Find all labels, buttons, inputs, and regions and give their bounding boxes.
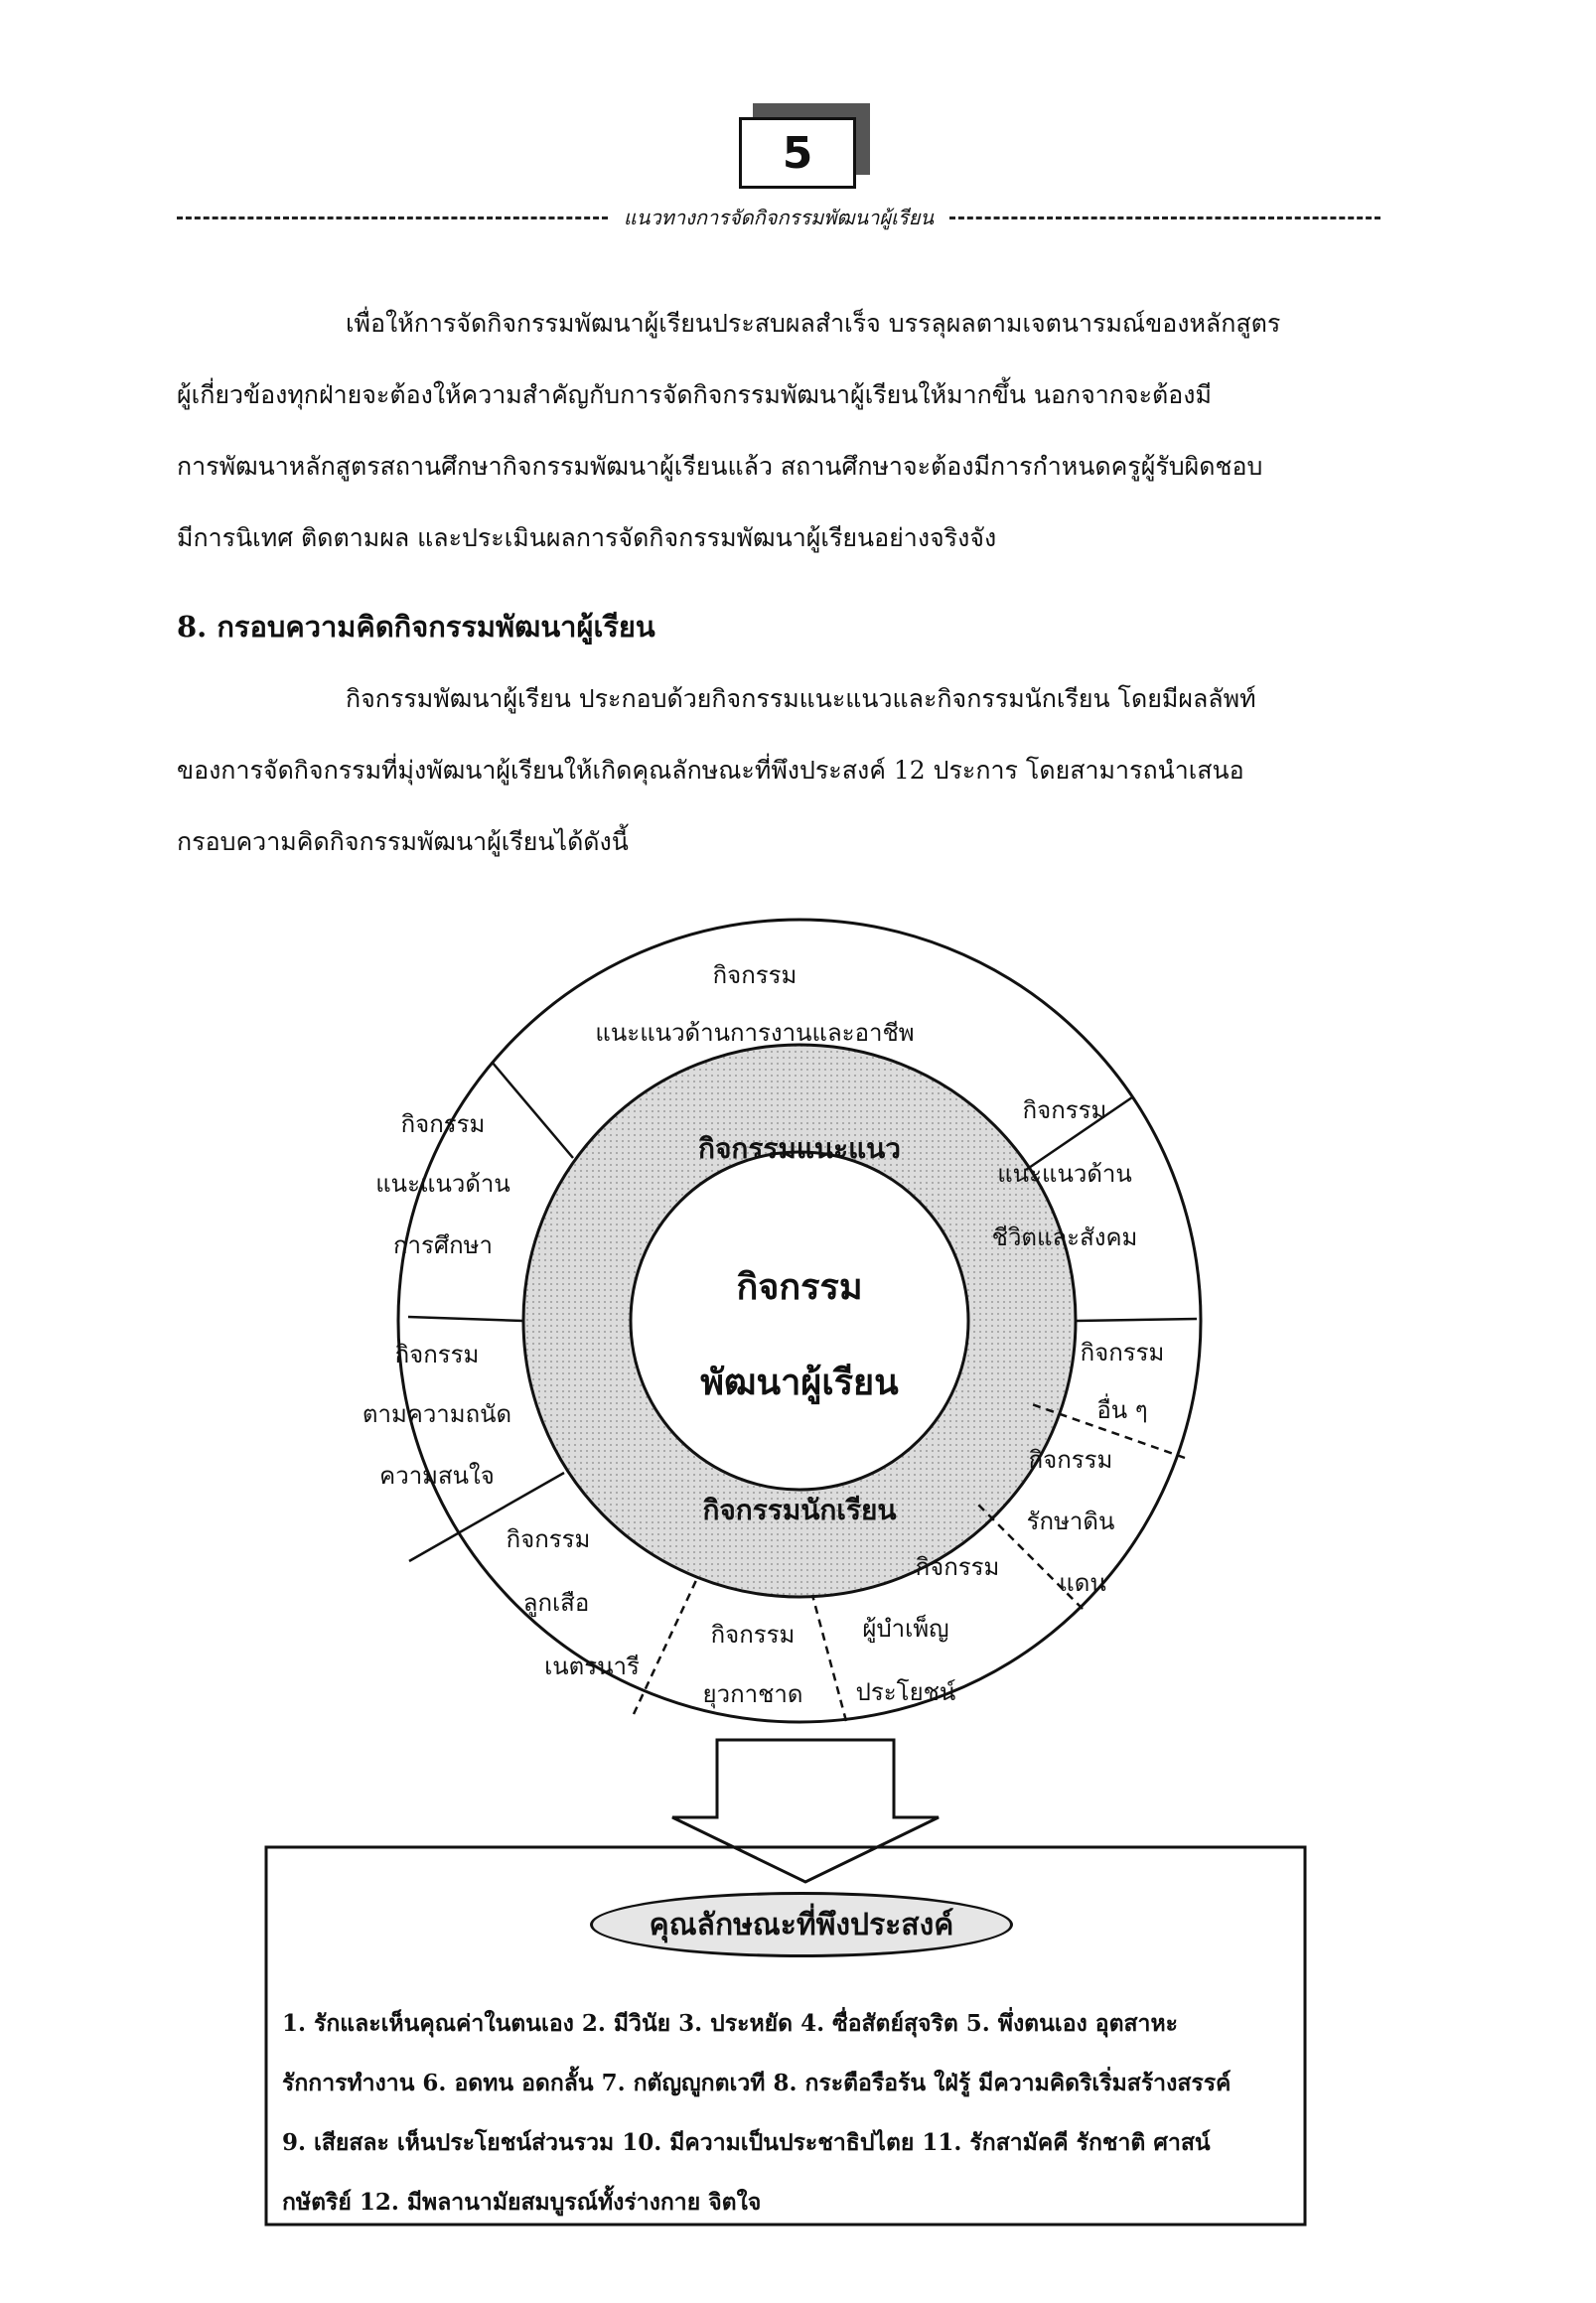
- seg-scouts-l1: กิจกรรม: [506, 1525, 591, 1553]
- seg-other-l1: กิจกรรม: [1080, 1339, 1165, 1367]
- seg-life-l2: แนะแนวด้าน: [997, 1160, 1132, 1188]
- seg-life-l3: ชีวิตและสังคม: [991, 1223, 1138, 1251]
- intro-line: ผู้เกี่ยวข้องทุกฝ่ายจะต้องให้ความสำคัญกับการจัดกิจกรรมพัฒนาผู้เรียนให้มากขึ้น นอกจากจะต้องมี: [177, 380, 1212, 409]
- seg-aptitude-l2: ตามความถนัด: [362, 1400, 512, 1428]
- seg-other-l2: อื่น ๆ: [1096, 1396, 1148, 1424]
- seg-aptitude-l3: ความสนใจ: [379, 1462, 495, 1490]
- page-number: 5: [739, 117, 856, 189]
- seg-scouts-l2: ลูกเสือ: [522, 1589, 590, 1617]
- section-line: กรอบความคิดกิจกรรมพัฒนาผู้เรียนได้ดังนี้: [177, 827, 629, 856]
- seg-aptitude-l1: กิจกรรม: [394, 1341, 480, 1368]
- characteristics-title: คุณลักษณะที่พึงประสงค์: [590, 1892, 1013, 1957]
- seg-life-l1: กิจกรรม: [1022, 1096, 1107, 1124]
- seg-territorial-l3: แดน: [1059, 1569, 1106, 1597]
- intro-line: การพัฒนาหลักสูตรสถานศึกษากิจกรรมพัฒนาผู้เรียนแล้ว สถานศึกษาจะต้องมีการกำหนดครูผู้รับผิดชอบ: [177, 452, 1263, 481]
- seg-education-l2: แนะแนวด้าน: [375, 1170, 510, 1198]
- seg-career-l2: แนะแนวด้านการงานและอาชีพ: [595, 1019, 915, 1047]
- section-line: กิจกรรมพัฒนาผู้เรียน ประกอบด้วยกิจกรรมแนะแนวและกิจกรรมนักเรียน โดยมีผลลัพท์: [346, 684, 1256, 713]
- characteristics-line: 9. เสียสละ เห็นประโยชน์ส่วนรวม 10. มีความเป็นประชาธิปไตย 11. รักสามัคคี รักชาติ ศาสน์: [282, 2129, 1211, 2156]
- down-arrow-icon: [672, 1740, 939, 1882]
- seg-redcross-l2: ยุวกาชาด: [702, 1680, 803, 1708]
- characteristics-line: กษัตริย์ 12. มีพลานามัยสมบูรณ์ทั้งร่างกาย จิตใจ: [282, 2189, 762, 2216]
- core-label-l2: พัฒนาผู้เรียน: [700, 1362, 899, 1403]
- core-label-l1: กิจกรรม: [736, 1266, 863, 1308]
- seg-redcross-l1: กิจกรรม: [710, 1621, 796, 1649]
- characteristics-list: [282, 1994, 1295, 2232]
- section-heading: 8. กรอบความคิดกิจกรรมพัฒนาผู้เรียน: [177, 610, 655, 644]
- seg-guides-l2: ผู้บำเพ็ญ: [862, 1615, 949, 1643]
- seg-guides-l3: ประโยชน์: [855, 1678, 956, 1706]
- seg-career-l1: กิจกรรม: [712, 961, 798, 989]
- running-header-title: แนวทางการจัดกิจกรรมพัฒนาผู้เรียน: [623, 206, 935, 229]
- ring-student-label: กิจกรรมนักเรียน: [702, 1494, 897, 1526]
- seg-guides-l1: กิจกรรม: [915, 1553, 1000, 1581]
- characteristics-line: 1. รักและเห็นคุณค่าในตนเอง 2. มีวินัย 3. ประหยัด 4. ซื่อสัตย์สุจริต 5. พึ่งตนเอง อุตสาหะ: [282, 2010, 1178, 2037]
- seg-education-l3: การศึกษา: [393, 1231, 493, 1259]
- seg-scouts-l3: เนตรนารี: [544, 1653, 640, 1680]
- seg-territorial-l2: รักษาดิน: [1026, 1508, 1115, 1535]
- seg-education-l1: กิจกรรม: [400, 1110, 486, 1138]
- intro-line: มีการนิเทศ ติดตามผล และประเมินผลการจัดกิจกรรมพัฒนาผู้เรียนอย่างจริงจัง: [177, 523, 997, 552]
- ring-guidance-label: กิจกรรมแนะแนว: [698, 1132, 901, 1165]
- section-line: ของการจัดกิจกรรมที่มุ่งพัฒนาผู้เรียนให้เกิดคุณลักษณะที่พึงประสงค์ 12 ประการ โดยสามารถนำเสนอ: [177, 756, 1244, 785]
- core-circle: [631, 1152, 968, 1490]
- seg-territorial-l1: กิจกรรม: [1028, 1446, 1113, 1474]
- intro-line: เพื่อให้การจัดกิจกรรมพัฒนาผู้เรียนประสบผลสำเร็จ บรรลุผลตามเจตนารมณ์ของหลักสูตร: [346, 309, 1281, 338]
- characteristics-line: รักการทำงาน 6. อดทน อดกลั้น 7. กตัญญูกตเวที 8. กระตือรือร้น ใฝ่รู้ มีความคิดริเริ่มสร้างสรรค์: [282, 2070, 1232, 2096]
